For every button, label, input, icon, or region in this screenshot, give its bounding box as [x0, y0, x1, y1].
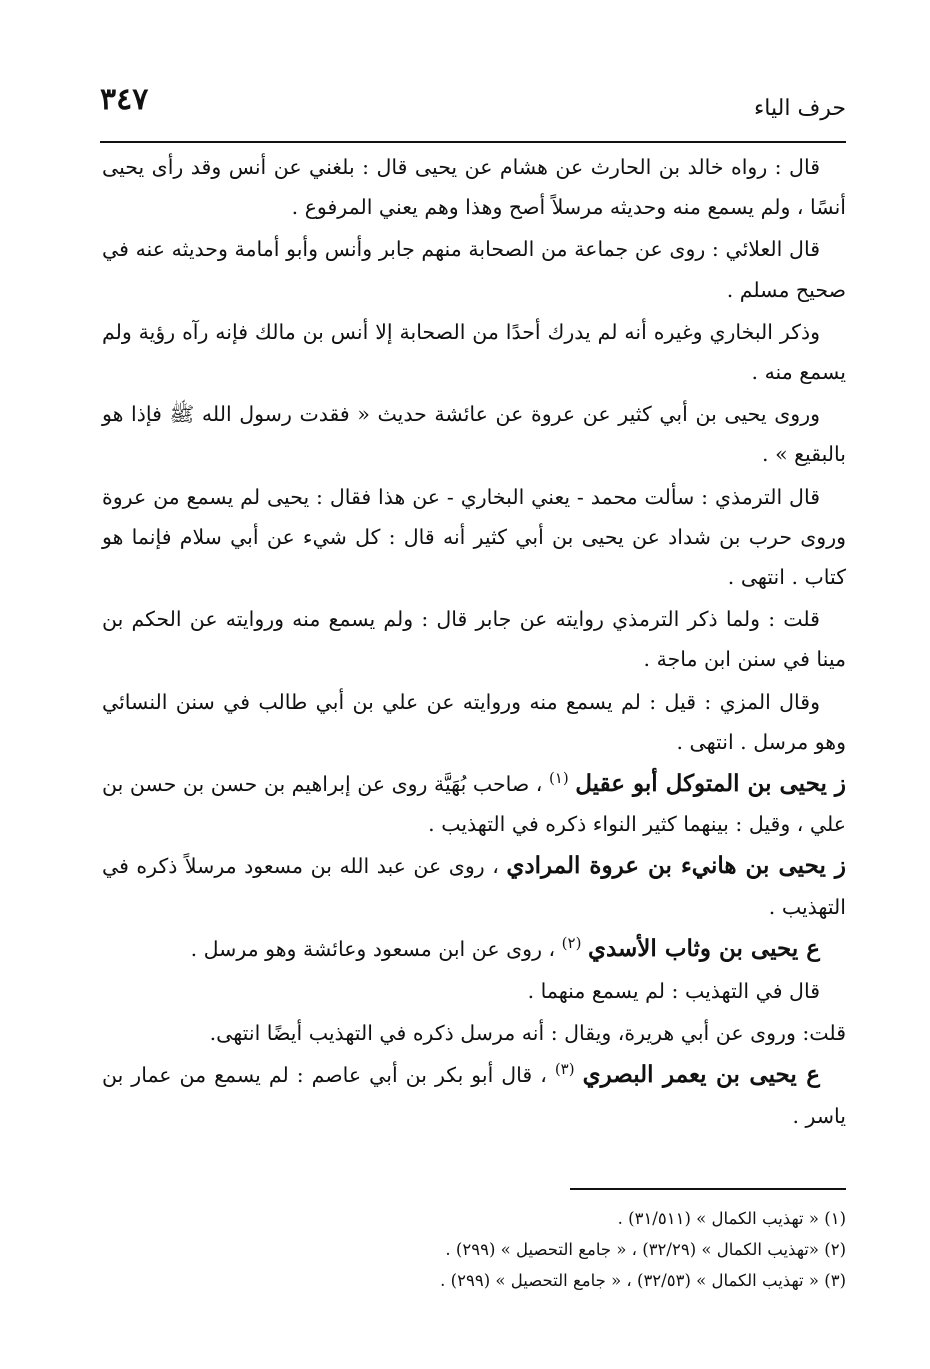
entry-text: ، قال أبو بكر بن أبي عاصم : لم يسمع من عمار بن ياسر .	[102, 1063, 846, 1128]
page-header	[100, 78, 846, 136]
footnote-reference[interactable]: (٣)	[554, 1060, 575, 1079]
entry-heading: ع يحيى بن وثاب الأسدي	[587, 934, 820, 962]
paragraph: وقال المزي : قيل : لم يسمع منه وروايته عن علي بن أبي طالب في سنن النسائي وهو مرسل . انتهى .	[102, 689, 846, 754]
entry	[102, 1055, 846, 1135]
entry-text: ، روى عن عبد الله بن مسعود مرسلاً ذكره في التهذيب .	[102, 854, 846, 919]
entry-heading: ع يحيى بن يعمر البصري	[582, 1061, 820, 1089]
footnote: (١) « تهذيب الكمال » (٣١/٥١١) .	[617, 1209, 846, 1228]
paragraph: وذكر البخاري وغيره أنه لم يدرك أحدًا من الصحابة إلا أنس بن مالك فإنه رآه رؤية ولم يسمع منه .	[102, 319, 846, 385]
entry-heading: ز يحيى بن هانيء بن عروة المرادي	[506, 852, 846, 880]
entry	[102, 764, 846, 844]
paragraph: قال الترمذي : سألت محمد - يعني البخاري - عن هذا فقال : يحيى لم يسمع من عروة وروى حرب بن شداد عن يحيى بن أبي كثير أنه قال : كل شيء عن أبي سلام فإنما هو كتاب . انتهى .	[102, 484, 846, 590]
footnotes	[120, 1203, 846, 1296]
entry-heading: ز يحيى بن المتوكل أبو عقيل	[575, 770, 846, 798]
page-number: ٣٤٧	[100, 82, 149, 117]
footnote: (٣) « تهذيب الكمال » (٣٢/٥٣) ، « جامع التحصيل » (٢٩٩) .	[440, 1271, 846, 1290]
entry-text: ، روى عن ابن مسعود وعائشة وهو مرسل .	[190, 936, 556, 961]
chapter-title: حرف الياء	[753, 96, 846, 121]
paragraph: وروى يحيى بن أبي كثير عن عروة عن عائشة حديث « فقدت رسول الله ﷺ فإذا هو بالبقيع » .	[102, 402, 846, 467]
main-text	[102, 147, 846, 1138]
footnote-divider	[570, 1188, 846, 1190]
paragraph: قال العلائي : روى عن جماعة من الصحابة منهم جابر وأنس وأبو أمامة وحديثه عنه في صحيح مسلم .	[102, 237, 846, 302]
footnote-reference[interactable]: (٢)	[561, 934, 582, 953]
entry	[102, 929, 846, 969]
entry	[102, 846, 846, 926]
paragraph: قال : رواه خالد بن الحارث عن هشام عن يحيى قال : بلغني عن أنس وقد رأى يحيى أنسًا ، ولم يسمع منه وحديثه مرسلاً أصح وهذا وهم يعني المرفوع .	[102, 155, 846, 220]
footnote: (٢) «تهذيب الكمال » (٣٢/٢٩) ، « جامع التحصيل » (٢٩٩) .	[445, 1240, 846, 1259]
entry-text: ، صاحب بُهَيَّة روى عن إبراهيم بن حسن بن حسن بن علي ، وقيل : بينهما كثير النواء ذكره في التهذيب .	[102, 772, 846, 837]
header-divider	[100, 141, 846, 143]
paragraph: قلت: وروى عن أبي هريرة، ويقال : أنه مرسل ذكره في التهذيب أيضًا انتهى.	[209, 1021, 846, 1046]
paragraph: قال في التهذيب : لم يسمع منهما .	[527, 979, 820, 1004]
footnote-reference[interactable]: (١)	[548, 769, 569, 788]
paragraph: قلت : ولما ذكر الترمذي روايته عن جابر قال : ولم يسمع منه وروايته عن الحكم بن مينا في سنن ابن ماجة .	[102, 607, 846, 672]
